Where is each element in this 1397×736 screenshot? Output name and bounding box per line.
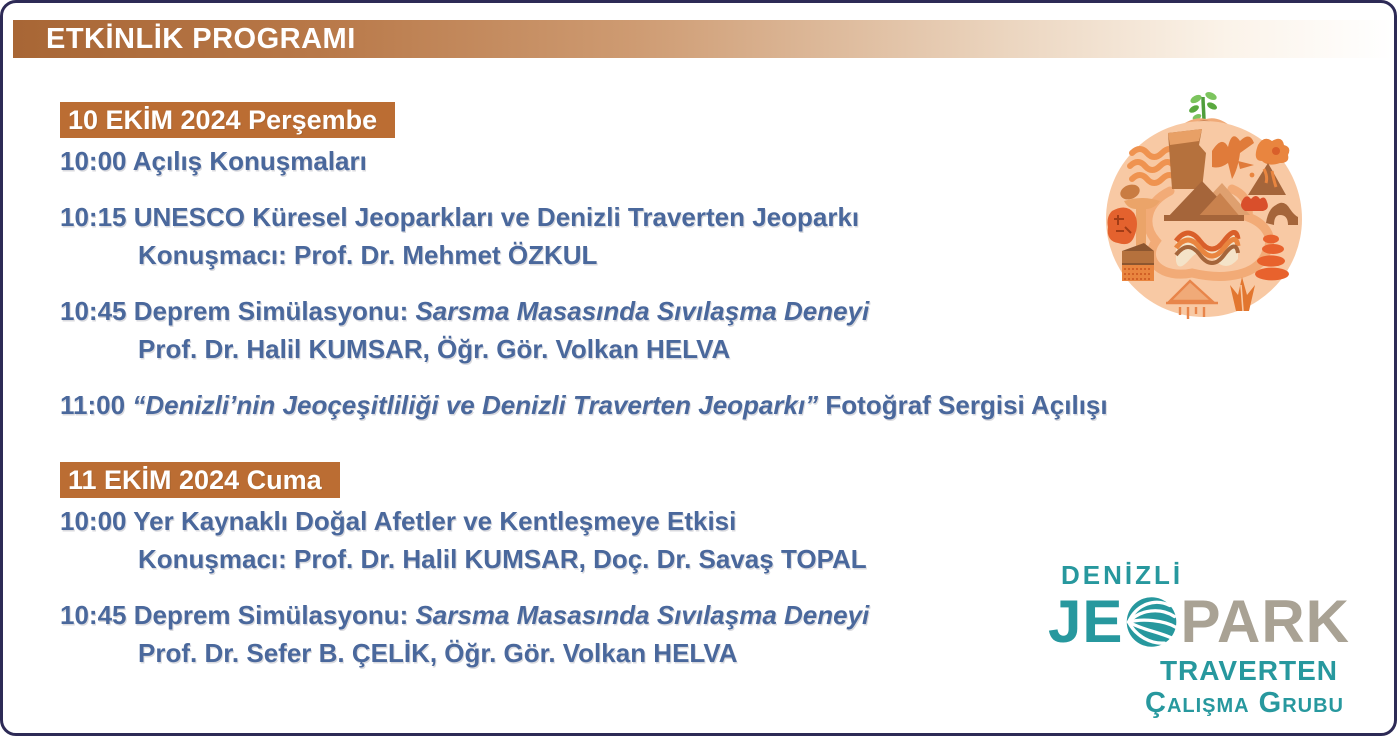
event-title-line [60,596,1135,634]
coral-rock-icon [1241,196,1268,211]
event-speaker: Prof. Dr. Sefer B. ÇELİK, Öğr. Gör. Volkan HELVA [138,638,738,668]
event-time: 10:00 [60,146,127,176]
event-time: 10:45 [60,600,127,630]
program-section [60,462,1135,672]
globe-icon [1124,594,1179,650]
event-title-segment: Fotoğraf Sergisi Açılışı [818,390,1108,420]
date-badge: 11 EKİM 2024 Cuma [60,462,340,498]
event-title-segment: Deprem Simülasyonu: [133,296,416,326]
event-title [133,506,736,536]
jeopark-logo [1048,561,1350,719]
event-title [133,146,367,176]
cliff-icon [1168,129,1206,189]
event-speaker: Konuşmacı: Prof. Dr. Halil KUMSAR, Doç. Dr. Savaş TOPAL [138,544,867,574]
sprout-icon [1188,90,1218,123]
event-title [132,390,1107,420]
event-item [60,502,1135,578]
page-title: ETKİNLİK PROGRAMI [46,22,356,55]
event-item [60,292,1135,368]
event-speaker: Prof. Dr. Halil KUMSAR, Öğr. Gör. Volkan HELVA [138,334,731,364]
event-time: 11:00 [60,390,126,420]
event-title-segment: Sarsma Masasında Sıvılaşma Deneyi [415,296,870,326]
logo-city-text: DENİZLİ [1061,560,1184,590]
logo-brand-prefix: JE [1048,588,1124,655]
event-title [134,202,859,232]
event-item [60,596,1135,672]
logo-subtitle: TRAVERTEN [1159,655,1338,686]
event-time: 10:00 [60,506,127,536]
event-time: 10:15 [60,202,127,232]
event-title-segment: Deprem Simülasyonu: [133,600,416,630]
event-title [134,296,870,326]
event-title-segment: “Denizli’nin Jeoçeşitliliği ve Denizli Traverten Jeoparkı” [132,390,819,420]
event-item [60,142,1135,180]
program-sections [60,102,1135,672]
event-item [60,198,1135,274]
event-title-segment: Açılış Konuşmaları [132,146,367,176]
rock-art-icon [1108,207,1138,244]
event-title-line [60,386,1135,424]
event-title-line [60,502,1135,540]
logo-brand-suffix: PARK [1180,588,1350,655]
event-item [60,386,1135,424]
event-title-segment: UNESCO Küresel Jeoparkları ve Denizli Traverten Jeoparkı [133,202,860,232]
event-title-segment: Sarsma Masasında Sıvılaşma Deneyi [415,600,870,630]
logo-brand-row [1048,588,1350,655]
event-title-line [60,142,1135,180]
event-title [134,600,870,630]
date-badge: 10 EKİM 2024 Perşembe [60,102,395,138]
geopark-circle-illustration [1100,89,1310,325]
events [60,502,1135,672]
event-title-line [60,198,1135,236]
page-header [13,20,1392,58]
logo-group-name: Çalışma Grubu [1145,687,1344,719]
program-section [60,102,1135,424]
event-speaker: Konuşmacı: Prof. Dr. Mehmet ÖZKUL [138,240,598,270]
events [60,142,1135,424]
event-title-line [60,292,1135,330]
event-title-segment: Yer Kaynaklı Doğal Afetler ve Kentleşmeye Etkisi [133,506,737,536]
event-time: 10:45 [60,296,127,326]
